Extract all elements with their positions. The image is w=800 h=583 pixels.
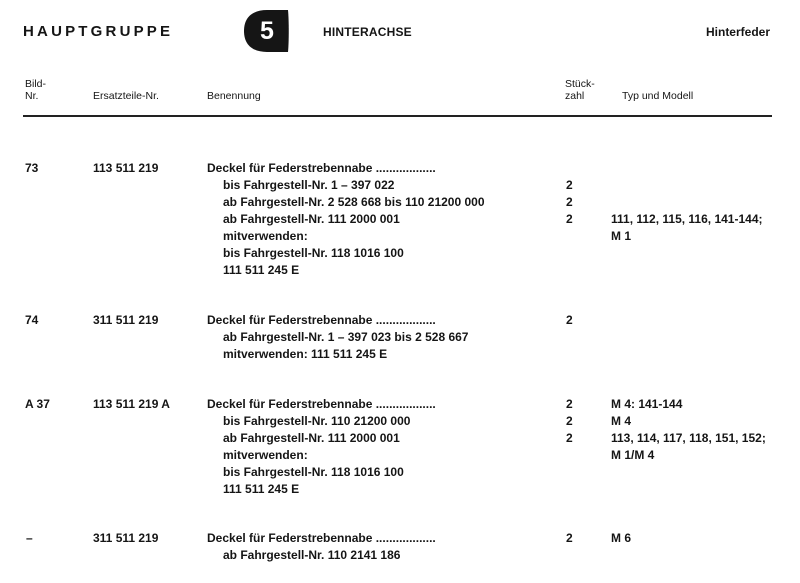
row-a37-typ xyxy=(611,396,766,464)
col-header-bild-line1: Bild- xyxy=(25,78,47,90)
row-74-bild: 74 xyxy=(25,313,39,327)
header-rule xyxy=(23,115,772,117)
qty-line: 2 xyxy=(566,531,573,545)
qty-line xyxy=(566,160,573,177)
group-number-badge xyxy=(242,6,292,56)
desc-line: ab Fahrgestell-Nr. 2 528 668 bis 110 21200 000 xyxy=(223,195,485,209)
typ-line: M 6 xyxy=(611,531,632,545)
qty-line: 2 xyxy=(566,195,573,209)
desc-line: bis Fahrgestell-Nr. 1 – 397 022 xyxy=(223,178,395,192)
qty-line: 2 xyxy=(566,313,573,327)
row-a37-bild: A 37 xyxy=(25,397,50,411)
desc-line: 111 511 245 E xyxy=(223,263,300,277)
qty-line: 2 xyxy=(566,178,573,192)
col-header-stueck-line1: Stück- xyxy=(565,78,595,90)
typ-line: 111, 112, 115, 116, 141-144; xyxy=(611,212,763,226)
row-dash-qty xyxy=(566,530,573,547)
desc-line: ab Fahrgestell-Nr. 1 – 397 023 bis 2 528 667 xyxy=(223,330,469,344)
typ-line xyxy=(611,177,762,194)
row-dash-part: 311 511 219 xyxy=(93,531,159,545)
qty-line: 2 xyxy=(566,431,573,445)
row-dash-desc xyxy=(207,530,436,564)
typ-line xyxy=(611,194,762,211)
col-header-bild-line2: Nr. xyxy=(25,90,39,102)
section-title: HINTERACHSE xyxy=(323,25,412,39)
desc-line: Deckel für Federstrebennabe .................. xyxy=(207,531,436,545)
qty-line: 2 xyxy=(566,397,573,411)
desc-line: mitverwenden: 111 511 245 E xyxy=(223,347,388,361)
row-a37-part: 113 511 219 A xyxy=(93,397,170,411)
desc-line: Deckel für Federstrebennabe .................. xyxy=(207,161,436,175)
col-header-stueck-line2: zahl xyxy=(565,90,585,102)
row-dash-typ xyxy=(611,530,631,547)
desc-line: bis Fahrgestell-Nr. 110 21200 000 xyxy=(223,414,411,428)
typ-line: M 4 xyxy=(611,414,632,428)
col-header-bild-nr xyxy=(25,78,46,102)
row-74-qty xyxy=(566,312,573,329)
desc-line: bis Fahrgestell-Nr. 118 1016 100 xyxy=(223,465,404,479)
row-73-qty xyxy=(566,160,573,228)
desc-line: mitverwenden: xyxy=(223,229,308,243)
desc-line: Deckel für Federstrebennabe .................. xyxy=(207,397,436,411)
group-label: HAUPTGRUPPE xyxy=(23,23,174,40)
desc-line: ab Fahrgestell-Nr. 111 2000 001 xyxy=(223,212,400,226)
row-73-part: 113 511 219 xyxy=(93,161,159,175)
desc-line: ab Fahrgestell-Nr. 110 2141 186 xyxy=(223,548,401,562)
desc-line: ab Fahrgestell-Nr. 111 2000 001 xyxy=(223,431,400,445)
row-dash-bild: – xyxy=(26,531,33,545)
typ-line xyxy=(611,160,762,177)
row-73-typ xyxy=(611,160,762,245)
desc-line: mitverwenden: xyxy=(223,448,308,462)
row-a37-desc xyxy=(207,396,436,498)
col-header-benennung: Benennung xyxy=(207,90,261,102)
row-74-desc xyxy=(207,312,468,363)
qty-line: 2 xyxy=(566,414,573,428)
row-a37-qty xyxy=(566,396,573,447)
row-74-part: 311 511 219 xyxy=(93,313,159,327)
col-header-ersatzteile-nr: Ersatzteile-Nr. xyxy=(93,90,159,102)
typ-line: 113, 114, 117, 118, 151, 152; xyxy=(611,431,766,445)
desc-line: bis Fahrgestell-Nr. 118 1016 100 xyxy=(223,246,404,260)
row-73-bild: 73 xyxy=(25,161,39,175)
qty-line: 2 xyxy=(566,212,573,226)
col-header-typ-modell: Typ und Modell xyxy=(622,90,694,102)
desc-line: 111 511 245 E xyxy=(223,482,300,496)
typ-line: M 1/M 4 xyxy=(611,448,655,462)
typ-line: M 1 xyxy=(611,229,632,243)
subsection-title: Hinterfeder xyxy=(705,25,770,39)
group-number: 5 xyxy=(260,17,274,45)
row-73-desc xyxy=(207,160,485,279)
col-header-stueckzahl xyxy=(565,78,595,102)
typ-line: M 4: 141-144 xyxy=(611,397,683,411)
desc-line: Deckel für Federstrebennabe .................. xyxy=(207,313,436,327)
